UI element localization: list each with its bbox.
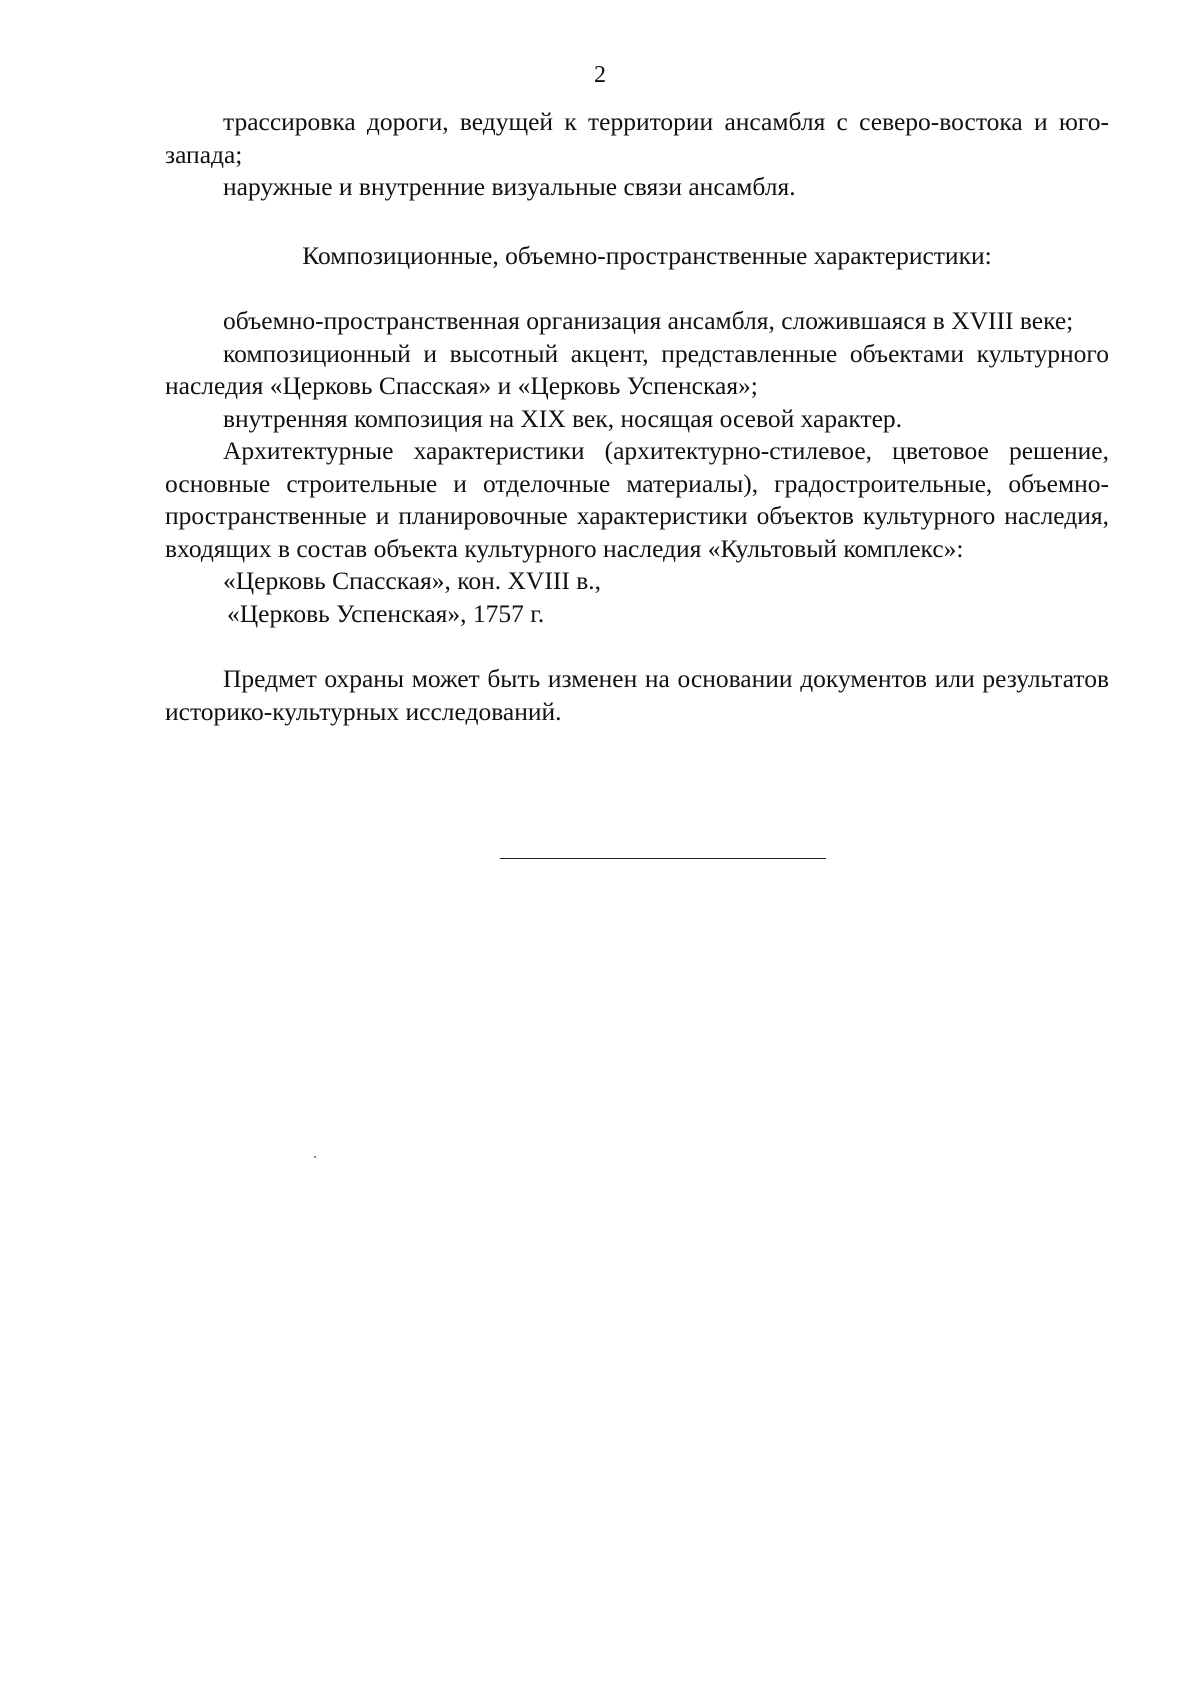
paragraph-road-tracing: трассировка дороги, ведущей к территории ансамбля с северо-востока и юго-запада; [165, 107, 1109, 169]
paragraph-architectural-characteristics: Архитектурные характеристики (архитектурно-стилевое, цветовое решение, основные строительные и отделочные материалы), градостроительные, объемно-пространственные и планировочные характеристики объектов культурного наследия, входящих в состав объекта культурного наследия «Культовый комплекс»: [165, 436, 1109, 563]
section-heading: Композиционные, объемно-пространственные характеристики: [302, 240, 992, 270]
paragraph-height-accent: композиционный и высотный акцент, представленные объектами культурного наследия «Церковь Спасская» и «Церковь Успенская»; [165, 338, 1109, 400]
paragraph-visual-links: наружные и внутренние визуальные связи ансамбля. [223, 172, 796, 201]
page-number: 2 [594, 62, 606, 88]
list-item-church-spasskaya: «Церковь Спасская», кон. XVIII в., [223, 566, 601, 595]
end-of-document-rule [500, 858, 826, 859]
paragraph-spatial-organization: объемно-пространственная организация ансамбля, сложившаяся в XVIII веке; [223, 306, 1074, 335]
paragraph-inner-composition: внутренняя композиция на XIX век, носящая осевой характер. [223, 403, 903, 433]
document-body [165, 106, 1109, 728]
list-item-church-uspenskaya: «Церковь Успенская», 1757 г. [227, 598, 545, 628]
scan-speck [314, 1156, 316, 1158]
paragraph-protection-note: Предмет охраны может быть изменен на основании документов или результатов историко-культурных исследований. [165, 664, 1109, 726]
